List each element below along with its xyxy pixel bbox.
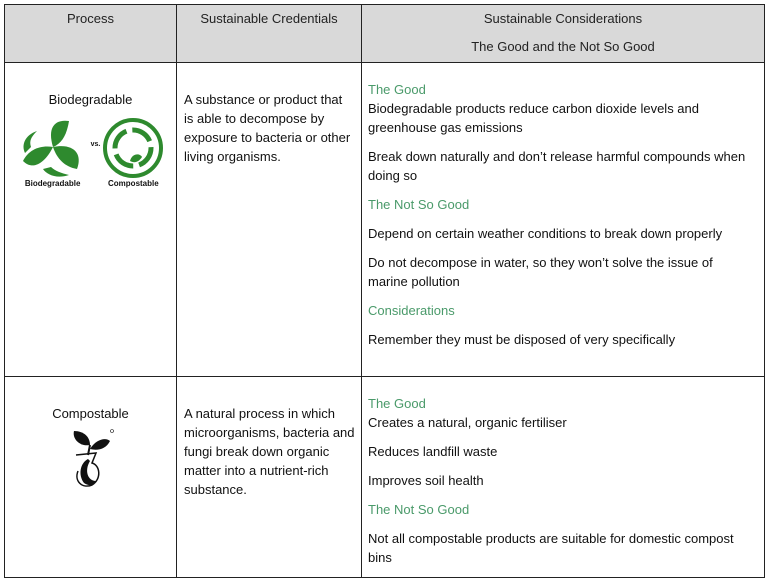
- process-label: Biodegradable: [48, 92, 133, 107]
- process-cell: [5, 377, 177, 578]
- credentials-cell: A substance or product that is able to decompose by exposure to bacteria or other living organisms.: [177, 63, 362, 377]
- table-row-biodegradable: [5, 63, 765, 377]
- biodegradable-leaves-icon: [17, 117, 89, 179]
- seedling-compostable-logo-icon: [66, 425, 116, 491]
- header-considerations-sublabel: The Good and the Not So Good: [471, 39, 655, 54]
- consideration-item: Remember they must be disposed of very specifically: [368, 332, 676, 347]
- heading-not-so-good: The Not So Good: [368, 197, 470, 212]
- heading-not-so-good: The Not So Good: [368, 502, 470, 517]
- consideration-item: Improves soil health: [368, 473, 484, 488]
- considerations-cell: [362, 377, 765, 578]
- biodegradable-vs-compostable-image: [5, 117, 176, 188]
- consideration-item: Break down naturally and don’t release harmful compounds when doing so: [368, 149, 746, 183]
- consideration-item: Creates a natural, organic fertiliser: [368, 415, 567, 430]
- header-credentials: [177, 5, 362, 63]
- consideration-item: Depend on certain weather conditions to break down properly: [368, 226, 723, 241]
- heading-the-good: The Good: [368, 82, 426, 97]
- heading-considerations: Considerations: [368, 303, 455, 318]
- process-cell: [5, 63, 177, 377]
- consideration-item: Biodegradable products reduce carbon dioxide levels and greenhouse gas emissions: [368, 101, 699, 135]
- header-credentials-label: Sustainable Credentials: [200, 11, 338, 26]
- header-process-label: Process: [67, 11, 114, 26]
- consideration-item: Not all compostable products are suitable for domestic compost bins: [368, 531, 734, 565]
- compostable-cycle-icon: [102, 117, 164, 179]
- process-label: Compostable: [52, 406, 129, 421]
- header-considerations: [362, 5, 765, 63]
- image-label-compostable: Compostable: [108, 179, 159, 188]
- consideration-item: Do not decompose in water, so they won’t solve the issue of marine pollution: [368, 255, 713, 289]
- heading-the-good: The Good: [368, 396, 426, 411]
- header-row: [5, 5, 765, 63]
- sustainability-table: [4, 4, 765, 578]
- image-label-biodegradable: Biodegradable: [24, 179, 81, 188]
- image-label-vs: vs.: [90, 141, 101, 148]
- credentials-cell: A natural process in which microorganisms, bacteria and fungi break down organic matter into a nutrient-rich substance.: [177, 377, 362, 578]
- header-considerations-label: Sustainable Considerations: [483, 11, 643, 26]
- table-row-compostable: [5, 377, 765, 578]
- considerations-cell: [362, 63, 765, 377]
- consideration-item: Reduces landfill waste: [368, 444, 498, 459]
- header-process: [5, 5, 177, 63]
